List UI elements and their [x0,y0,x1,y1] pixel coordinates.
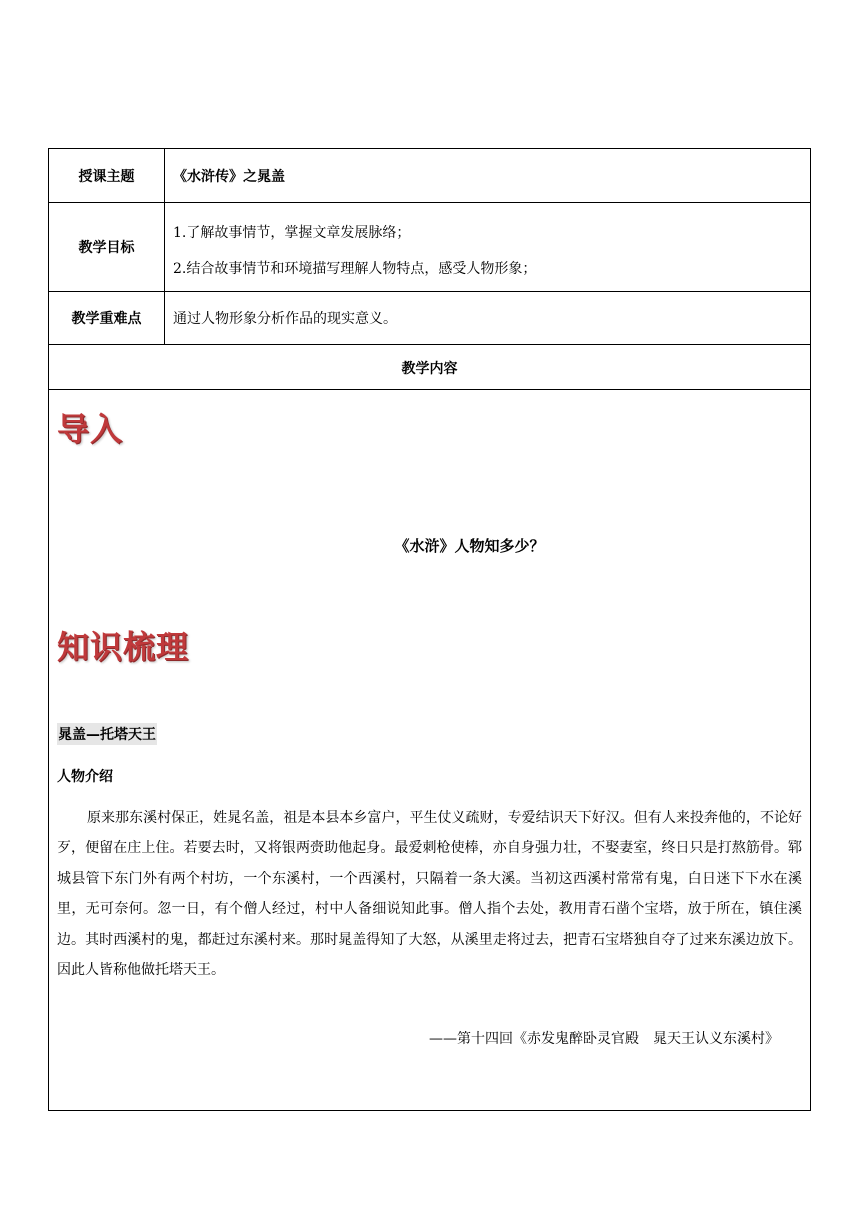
character-title: 晁盖—托塔天王 [57,723,157,745]
content-header-row [49,345,810,390]
intro-heading: 导入 [57,410,124,448]
knowledge-heading: 知识梳理 [57,628,190,666]
character-paragraph: 原来那东溪村保正，姓晁名盖，祖是本县本乡富户，平生仗义疏财，专爱结识天下好汉。但有人来投奔他的，不论好歹，便留在庄上住。若要去时，又将银两赍助他起身。最爱刺枪使棒，亦自身强力壮，不娶妻室，终日只是打熬筋骨。郓城县管下东门外有两个村坊，一个东溪村，一个西溪村，只隔着一条大溪。当初这西溪村常常有鬼，白日迷下下水在溪里，无可奈何。忽一日，有个僧人经过，村中人备细说知此事。僧人指个去处，教用青石凿个宝塔，放于所在，镇住溪边。其时西溪村的鬼，都赶过东溪村来。那时晁盖得知了大怒，从溪里走将过去，把青石宝塔独自夺了过来东溪边放下。因此人皆称他做托塔天王。 [57,810,802,979]
topic-label: 授课主题 [49,149,165,202]
content-header: 教学内容 [401,361,458,377]
goal-item-2: 2.结合故事情节和环境描写理解人物特点，感受人物形象； [173,261,537,277]
source-citation: ——第十四回《赤发鬼醉卧灵官殿 晁天王认义东溪村》 [429,1031,779,1047]
topic-value: 《水浒传》之晁盖 [173,169,285,185]
keypoints-label: 教学重难点 [49,292,165,344]
lesson-table [48,148,811,1111]
intro-question: 《水浒》人物知多少？ [394,537,545,555]
character-intro-label: 人物介绍 [57,769,113,785]
goal-item-1: 1.了解故事情节，掌握文章发展脉络； [173,225,411,241]
goals-value [173,215,802,287]
goals-row [49,203,810,292]
keypoints-row [49,292,810,345]
goals-label: 教学目标 [49,203,165,291]
topic-row [49,149,810,203]
keypoints-value: 通过人物形象分析作品的现实意义。 [173,311,397,327]
